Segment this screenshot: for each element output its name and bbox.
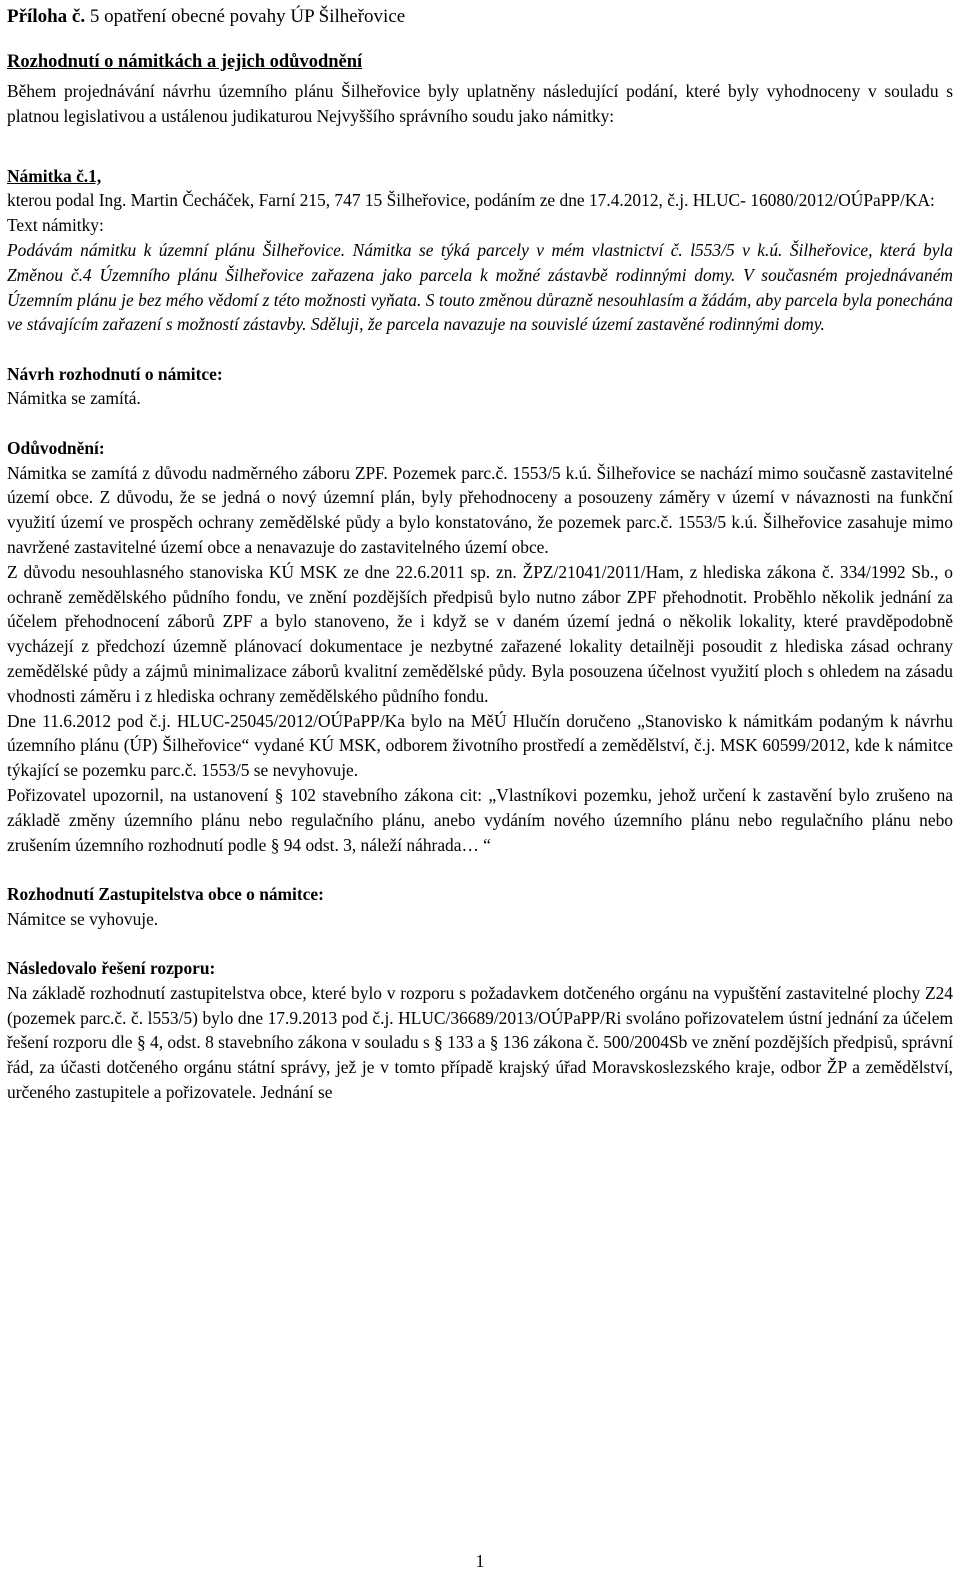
document-title xyxy=(7,4,953,29)
justification-paragraph: Pořizovatel upozornil, na ustanovení § 102 stavebního zákona cit: „Vlastníkovi pozemku, jehož určení k zastavění bylo zrušeno na základě změny územního plánu nebo regulačního plánu, anebo vydáním nového územního plánu nebo regulačního plánu nebo zrušením územního rozhodnutí podle § 94 odst. 3, náleží náhrada… “ xyxy=(7,784,953,855)
council-text: Námitce se vyhovuje. xyxy=(7,908,159,929)
intro-paragraph: Během projednávání návrhu územního plánu Šilheřovice byly uplatněny následující podání, které byly vyhodnoceny v souladu s platnou legislativou a ustálenou judikaturou Nejvyššího správního soudu jako námitky: xyxy=(7,81,953,126)
justification-paragraph: Dne 11.6.2012 pod č.j. HLUC-25045/2012/OÚPaPP/Ka bylo na MěÚ Hlučín doručeno „Stanovisko k námitkám podaným k návrhu územního plánu (ÚP) Šilheřovice“ vydané KÚ MSK, odborem životního prostředí a zemědělství, č.j. MSK 60599/2012, kde k námitce týkající se pozemku parc.č. 1553/5 se nevyhovuje. xyxy=(7,710,953,781)
objection-submitter: kterou podal Ing. Martin Čecháček, Farní 215, 747 15 Šilheřovice, podáním ze dne 17.4.2012, č.j. HLUC- 16080/2012/OÚPaPP/KA: xyxy=(7,190,935,211)
justification-paragraph: Námitka se zamítá z důvodu nadměrného záboru ZPF. Pozemek parc.č. 1553/5 k.ú. Šilheřovice se nachází mimo současně zastavitelné území obce. Z důvodu, že se jedná o nový územní plán, byly přehodnoceny a posouzeny záměry v území v návaznosti na funkční využití území ve prospěch ochrany zemědělské půdy a bylo konstatováno, že pozemek parc.č. 1553/5 k.ú. Šilheřovice zasahuje mimo navržené zastavitelné území obce a nenavazuje do zastavitelného území obce. xyxy=(7,462,953,557)
page-number: 1 xyxy=(475,1551,485,1571)
objection-label: Námitka č.1, xyxy=(7,165,102,186)
justification-paragraph: Z důvodu nesouhlasného stanoviska KÚ MSK ze dne 22.6.2011 sp. zn. ŽPZ/21041/2011/Ham, z hlediska zákona č. 334/1992 Sb., o ochraně zemědělského půdního fondu, ve znění pozdějších předpisů bylo nutno zábor ZPF přehodnotit. Proběhlo několik jednání za účelem přehodnocení záborů ZPF a bylo stanoveno, že i když se v daném území jedná o několik lokality, které pravděpodobně vycházejí z předchozí územně plánovací dokumentace je nezbytné zařazené lokality detailněji posoudit z hlediska zásad ochrany zemědělské půdy a zájmů minimalizace záborů kvalitní zemědělské půdy. Byla posouzena účelnost využití ploch s ohledem na zásadu vhodnosti záměru i z hlediska ochrany zemědělského půdního fondu. xyxy=(7,561,953,706)
proposal-heading: Návrh rozhodnutí o námitce: xyxy=(7,363,223,384)
objection-text-label: Text námitky: xyxy=(7,215,104,236)
justification-heading: Odůvodnění: xyxy=(7,437,105,458)
document-content xyxy=(7,4,953,1105)
objection-text: Podávám námitku k územní plánu Šilheřovice. Námitka se týká parcely v mém vlastnictví č. l553/5 v k.ú. Šilheřovice, která byla Změnou č.4 Územního plánu Šilheřovice zařazena jako parcela k možné zástavbě rodinnými domy. V současném projednávaném Územním plánu je bez mého vědomí z této možnosti vyňata. S touto změnou důrazně nesouhlasím a žádám, aby parcela byla ponechána ve stávajícím zařazení s možností zástavby. Sděluji, že parcela navazuje na souvislé území zastavěné rodinnými domy. xyxy=(7,239,953,335)
council-heading: Rozhodnutí Zastupitelstva obce o námitce: xyxy=(7,883,324,904)
proposal-text: Námitka se zamítá. xyxy=(7,388,141,409)
title-rest: 5 opatření obecné povahy ÚP Šilheřovice xyxy=(85,6,406,27)
section-heading: Rozhodnutí o námitkách a jejich odůvodnění xyxy=(7,52,363,72)
title-bold: Příloha č. xyxy=(7,6,86,27)
dispute-heading: Následovalo řešení rozporu: xyxy=(7,957,216,978)
dispute-text: Na základě rozhodnutí zastupitelstva obce, které bylo v rozporu s požadavkem dotčeného orgánu na vypuštění zastavitelné plochy Z24 (pozemek parc.č. č. l553/5) bylo dne 17.9.2013 pod č.j. HLUC/36689/2013/OÚPaPP/Ri svoláno pořizovatelem ústní jednání za účelem řešení rozporu dle § 4, odst. 8 stavebního zákona v souladu s § 133 a § 136 zákona č. 500/2004Sb ve znění pozdějších předpisů, správní řád, za účasti dotčeného orgánu státní správy, jež je v tomto případě krajský úřad Moravskoslezského kraje, odbor ŽP a zemědělství, určeného zastupitele a pořizovatele. Jednání se xyxy=(7,982,953,1102)
